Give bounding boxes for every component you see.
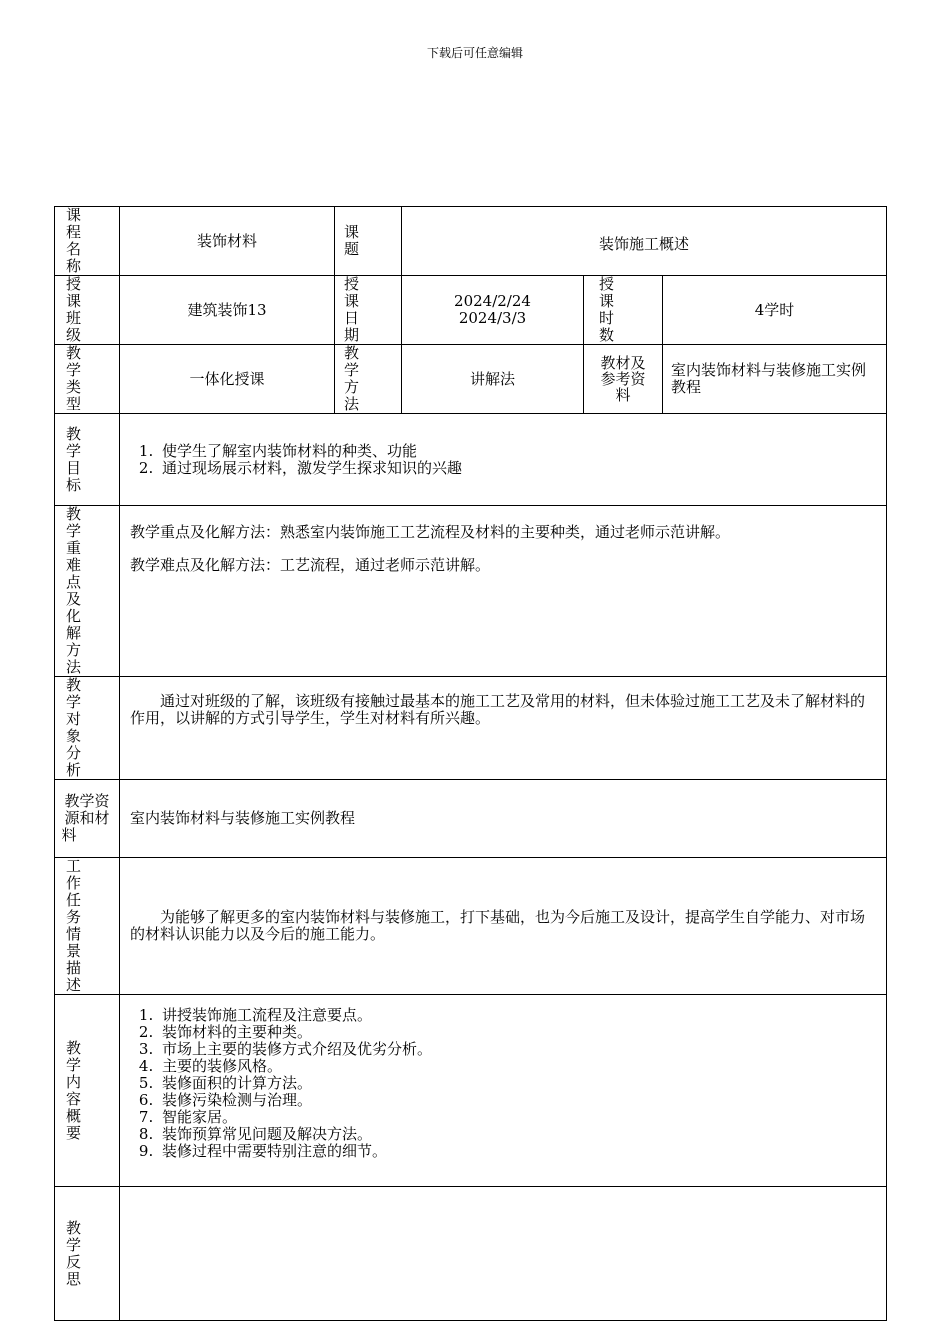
method-value: 讲解法 xyxy=(402,345,584,414)
list-item: 4. 主要的装修风格。 xyxy=(158,1058,876,1075)
keypoints-label: 教 学 重 难 点 及 化 解 方 法 xyxy=(55,506,120,677)
keypoint-difficulty: 教学难点及化解方法：工艺流程，通过老师示范讲解。 xyxy=(130,556,491,574)
class-value: 建筑装饰13 xyxy=(120,276,335,345)
list-item: 6. 装修污染检测与治理。 xyxy=(158,1092,876,1109)
row-type xyxy=(55,345,887,414)
row-keypoints xyxy=(55,506,887,677)
resources-content: 室内装饰材料与装修施工实例教程 xyxy=(120,780,887,858)
reference-value: 室内装饰材料与装修施工实例教程 xyxy=(663,345,887,414)
list-item: 1. 讲授装饰施工流程及注意要点。 xyxy=(158,1007,876,1024)
list-item: 8. 装饰预算常见问题及解决方法。 xyxy=(158,1126,876,1143)
row-analysis xyxy=(55,677,887,780)
type-value: 一体化授课 xyxy=(120,345,335,414)
reflection-content xyxy=(120,1187,887,1321)
hours-label: 授 课 时 数 xyxy=(584,276,663,345)
date-values xyxy=(402,276,584,345)
row-class xyxy=(55,276,887,345)
list-item: 5. 装修面积的计算方法。 xyxy=(158,1075,876,1092)
goals-content xyxy=(120,414,887,506)
list-item: 7. 智能家居。 xyxy=(158,1109,876,1126)
goal-item: 2. 通过现场展示材料，激发学生探求知识的兴趣 xyxy=(158,460,876,477)
analysis-label: 教 学 对 象 分 析 xyxy=(55,677,120,780)
topic-label: 课 题 xyxy=(335,207,402,276)
content-list xyxy=(120,995,887,1187)
analysis-content: 通过对班级的了解，该班级有接触过最基本的施工工艺及常用的材料，但未体验过施工工艺及未了解材料的作用，以讲解的方式引导学生，学生对材料有所兴趣。 xyxy=(120,677,887,780)
task-content: 为能够了解更多的室内装饰材料与装修施工，打下基础，也为今后施工及设计，提高学生自学能力、对市场的材料认识能力以及今后的施工能力。 xyxy=(120,858,887,995)
reference-label: 教材及 参考资 料 xyxy=(584,345,663,414)
topic-value: 装饰施工概述 xyxy=(402,207,887,276)
task-label: 工 作 任 务 情 景 描 述 xyxy=(55,858,120,995)
row-goals xyxy=(55,414,887,506)
row-course xyxy=(55,207,887,276)
goals-label: 教 学 目 标 xyxy=(55,414,120,506)
row-resources xyxy=(55,780,887,858)
goal-item: 1. 使学生了解室内装饰材料的种类、功能 xyxy=(158,443,876,460)
date-1: 2024/2/24 xyxy=(454,292,531,310)
course-name-label: 课 程 名 称 xyxy=(55,207,120,276)
list-item: 9. 装修过程中需要特别注意的细节。 xyxy=(158,1143,876,1160)
row-reflection xyxy=(55,1187,887,1321)
resources-label: 教学资 源和材 料 xyxy=(55,780,120,858)
date-2: 2024/3/3 xyxy=(458,309,527,327)
row-content xyxy=(55,995,887,1187)
list-item: 3. 市场上主要的装修方式介绍及优劣分析。 xyxy=(158,1041,876,1058)
lesson-plan-table xyxy=(54,206,887,1321)
row-task xyxy=(55,858,887,995)
method-label: 教 学 方 法 xyxy=(335,345,402,414)
course-name-value: 装饰材料 xyxy=(120,207,335,276)
keypoints-content xyxy=(120,506,887,677)
class-label: 授 课 班 级 xyxy=(55,276,120,345)
hours-value: 4学时 xyxy=(663,276,887,345)
date-label: 授 课 日 期 xyxy=(335,276,402,345)
reflection-label: 教 学 反 思 xyxy=(55,1187,120,1321)
header-note: 下载后可任意编辑 xyxy=(426,46,523,60)
type-label: 教 学 类 型 xyxy=(55,345,120,414)
keypoint-focus: 教学重点及化解方法：熟悉室内装饰施工工艺流程及材料的主要种类，通过老师示范讲解。 xyxy=(130,523,731,541)
list-item: 2. 装饰材料的主要种类。 xyxy=(158,1024,876,1041)
content-label: 教 学 内 容 概 要 xyxy=(55,995,120,1187)
